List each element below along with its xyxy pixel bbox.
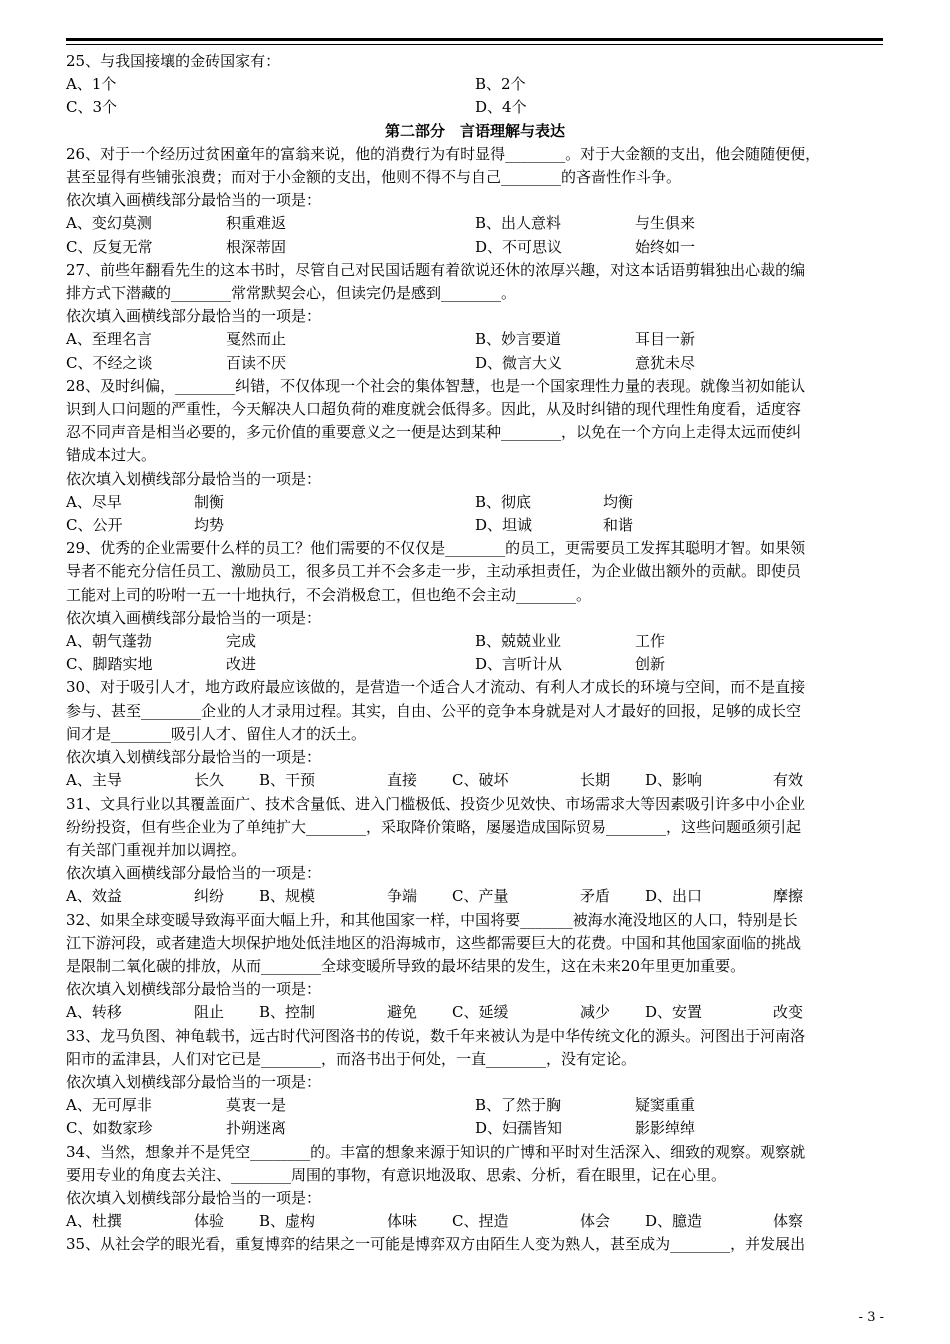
q28-option-a-second: 制衡 <box>194 492 225 511</box>
q29-instruction: 依次填入画横线部分最恰当的一项是： <box>66 608 322 627</box>
q27-option-b[interactable] <box>475 328 884 351</box>
q34-option-c-second: 体会 <box>580 1212 611 1231</box>
q28-option-c-second: 均势 <box>194 516 225 535</box>
q30-stem-line-1: 30、对于吸引人才，地方政府最应该做的，是营造一个适合人才流动、有利人才成长的环境与空间，而不是直接 <box>66 678 806 697</box>
q30-instruction: 依次填入划横线部分最恰当的一项是： <box>66 748 322 767</box>
q25-option-a[interactable]: A、1个 <box>66 75 117 94</box>
q33-options-row-2 <box>66 1117 884 1140</box>
q30-option-b[interactable] <box>259 769 452 792</box>
q25-stem: 25、与我国接壤的金砖国家有： <box>66 52 281 70</box>
q31-option-b-second: 争端 <box>387 887 418 906</box>
q32-stem-line-3: 是限制二氧化碳的排放，从而________全球变暖所导致的最坏结果的发生，这在未来20年里更加重要。 <box>66 956 746 975</box>
q32-option-c[interactable] <box>452 1001 645 1024</box>
q27-option-a-second: 戛然而止 <box>226 330 287 349</box>
q33-option-d[interactable] <box>475 1117 884 1140</box>
q29-option-a[interactable] <box>66 630 475 653</box>
q28-stem-line-3: 忍不同声音是相当必要的，多元价值的重要意义之一便是达到某种________，以免在一个方向上走得太远而使纠 <box>66 423 802 442</box>
q29-option-c-first: C、脚踏实地 <box>66 655 153 674</box>
q27-option-d[interactable] <box>475 352 884 375</box>
q30-options-row <box>66 769 884 792</box>
q30-option-c[interactable] <box>452 769 645 792</box>
q27-option-c[interactable] <box>66 352 475 375</box>
q32-option-c-second: 减少 <box>580 1003 611 1022</box>
q29-stem-line-2: 导者不能充分信任员工、激励员工，很多员工并不会多走一步，主动承担责任，为企业做出额外的贡献。即使员 <box>66 562 802 581</box>
q31-option-b-first: B、规模 <box>259 887 316 906</box>
q34-option-d-first: D、臆造 <box>645 1212 703 1231</box>
q34-option-d[interactable] <box>645 1210 838 1233</box>
q28-option-c[interactable] <box>66 514 475 537</box>
q31-option-c[interactable] <box>452 885 645 908</box>
q34-option-d-second: 体察 <box>773 1212 804 1231</box>
q31-option-a-first: A、效益 <box>66 887 122 906</box>
q26-options-row-1 <box>66 212 884 235</box>
exam-page <box>66 50 884 1257</box>
q34-option-a-first: A、杜撰 <box>66 1212 122 1231</box>
q32-option-d[interactable] <box>645 1001 838 1024</box>
q33-stem-line-1: 33、龙马负图、神龟载书，远古时代河图洛书的传说，数千年来被认为是中华传统文化的源头。河图出于河南洛 <box>66 1026 806 1045</box>
q27-option-d-second: 意犹未尽 <box>635 353 696 372</box>
q30-option-d[interactable] <box>645 769 838 792</box>
q29-option-b-first: B、兢兢业业 <box>475 632 562 651</box>
q26-option-d[interactable] <box>475 236 884 259</box>
q27-option-d-first: D、微言大义 <box>475 353 563 372</box>
q33-options-row-1 <box>66 1094 884 1117</box>
q28-option-a[interactable] <box>66 491 475 514</box>
q27-option-b-second: 耳目一新 <box>635 330 696 349</box>
q28-options-row-1 <box>66 491 884 514</box>
q34-option-a-second: 体验 <box>194 1212 225 1231</box>
q26-option-b-second: 与生俱来 <box>635 214 696 233</box>
q30-option-c-second: 长期 <box>580 771 611 790</box>
q33-option-c[interactable] <box>66 1117 475 1140</box>
q29-option-b-second: 工作 <box>635 632 666 651</box>
q32-stem-line-2: 江下游河段，或者建造大坝保护地处低洼地区的沿海城市，这些都需要巨大的花费。中国和其他国家面临的挑战 <box>66 933 802 952</box>
q26-instruction: 依次填入画横线部分最恰当的一项是： <box>66 191 322 210</box>
q28-option-b-second: 均衡 <box>603 492 634 511</box>
q34-instruction: 依次填入划横线部分最恰当的一项是： <box>66 1188 322 1207</box>
q26-option-a-first: A、变幻莫测 <box>66 214 152 233</box>
q28-option-c-first: C、公开 <box>66 516 123 535</box>
q32-option-c-first: C、延缓 <box>452 1003 509 1022</box>
q31-option-a-second: 纠纷 <box>194 887 225 906</box>
q29-option-d-second: 创新 <box>635 655 666 674</box>
q27-option-a[interactable] <box>66 328 475 351</box>
q25-options-row-1 <box>66 73 884 96</box>
q30-option-d-first: D、影响 <box>645 771 703 790</box>
q31-stem-line-3: 有关部门重视并加以调控。 <box>66 840 247 859</box>
section-title: 第二部分 言语理解与表达 <box>384 121 565 140</box>
q25-option-c[interactable]: C、3个 <box>66 98 118 117</box>
q28-stem-line-2: 识到人口问题的严重性，今天解决人口超负荷的难度就会低得多。因此，从及时纠错的现代理性角度看，适度容 <box>66 400 802 419</box>
q31-options-row <box>66 885 884 908</box>
q26-option-d-second: 始终如一 <box>635 237 696 256</box>
q33-option-a[interactable] <box>66 1094 475 1117</box>
q33-option-b-first: B、了然于胸 <box>475 1096 562 1115</box>
q34-option-a[interactable] <box>66 1210 259 1233</box>
q29-stem-line-1: 29、优秀的企业需要什么样的员工？他们需要的不仅仅是________的员工，更需要员工发挥其聪明才智。如果领 <box>66 539 806 558</box>
q26-stem-line-1: 26、对于一个经历过贫困童年的富翁来说，他的消费行为有时显得________。对于大金额的支出，他会随随便便， <box>66 144 821 163</box>
q27-stem-line-1: 27、前些年翻看先生的这本书时，尽管自己对民国话题有着欲说还休的浓厚兴趣，对这本话语剪辑独出心裁的编 <box>66 260 806 279</box>
q33-instruction: 依次填入划横线部分最恰当的一项是： <box>66 1072 322 1091</box>
q26-stem-line-2: 甚至显得有些铺张浪费；而对于小金额的支出，他则不得不与自己________的吝啬性作斗争。 <box>66 168 682 187</box>
q33-stem-line-2: 阳市的孟津县，人们对它已是________，而洛书出于何处，一直________，没有定论。 <box>66 1049 637 1068</box>
q26-option-b[interactable] <box>475 212 884 235</box>
q34-option-b[interactable] <box>259 1210 452 1233</box>
q30-option-a-second: 长久 <box>194 771 225 790</box>
q26-options-row-2 <box>66 236 884 259</box>
q34-option-c[interactable] <box>452 1210 645 1233</box>
q30-stem-line-2: 参与、甚至________企业的人才录用过程。其实，自由、公平的竞争本身就是对人才最好的回报，足够的成长空 <box>66 701 802 720</box>
q28-option-d[interactable] <box>475 514 884 537</box>
q26-option-b-first: B、出人意料 <box>475 214 562 233</box>
q26-option-d-first: D、不可思议 <box>475 237 563 256</box>
q29-option-d[interactable] <box>475 653 884 676</box>
q30-option-d-second: 有效 <box>773 771 804 790</box>
q30-option-b-first: B、干预 <box>259 771 316 790</box>
q30-option-b-second: 直接 <box>387 771 418 790</box>
q34-options-row <box>66 1210 884 1233</box>
q34-option-c-first: C、捏造 <box>452 1212 509 1231</box>
q35-stem-line-1: 35、从社会学的眼光看，重复博弈的结果之一可能是博弈双方由陌生人变为熟人，甚至成为________，并发展出 <box>66 1235 806 1254</box>
q30-stem-line-3: 间才是________吸引人才、留住人才的沃土。 <box>66 724 367 743</box>
q31-option-d-second: 摩擦 <box>773 887 804 906</box>
q32-instruction: 依次填入划横线部分最恰当的一项是： <box>66 980 322 999</box>
q31-option-d-first: D、出口 <box>645 887 703 906</box>
q32-option-d-first: D、安置 <box>645 1003 703 1022</box>
q33-option-c-second: 扑朔迷离 <box>226 1119 287 1138</box>
q29-option-a-first: A、朝气蓬勃 <box>66 632 152 651</box>
q26-option-c[interactable] <box>66 236 475 259</box>
q33-option-c-first: C、如数家珍 <box>66 1119 153 1138</box>
q26-option-c-second: 根深蒂固 <box>226 237 287 256</box>
q33-option-d-first: D、妇孺皆知 <box>475 1119 563 1138</box>
q27-option-c-first: C、不经之谈 <box>66 353 153 372</box>
q28-options-row-2 <box>66 514 884 537</box>
q32-option-d-second: 改变 <box>773 1003 804 1022</box>
q27-stem-line-2: 排方式下潜藏的________常常默契会心，但读完仍是感到________。 <box>66 284 517 303</box>
q29-option-b[interactable] <box>475 630 884 653</box>
page-number: - 3 - <box>858 1310 884 1325</box>
q32-option-a-second: 阻止 <box>194 1003 225 1022</box>
q28-stem-line-4: 错成本过大。 <box>66 446 157 465</box>
q32-stem-line-1: 32、如果全球变暖导致海平面大幅上升，和其他国家一样，中国将要_______被海水淹没地区的人口，特别是长 <box>66 910 798 929</box>
q29-stem-line-3: 工能对上司的吩咐一五一十地执行，不会消极怠工，但也绝不会主动________。 <box>66 585 592 604</box>
q26-option-a-second: 积重难返 <box>226 214 287 233</box>
q29-option-c-second: 改进 <box>226 655 257 674</box>
q31-instruction: 依次填入画横线部分最恰当的一项是： <box>66 864 322 883</box>
q27-option-b-first: B、妙言要道 <box>475 330 562 349</box>
q34-option-b-second: 体味 <box>387 1212 418 1231</box>
q31-option-d[interactable] <box>645 885 838 908</box>
q28-option-b-first: B、彻底 <box>475 492 532 511</box>
q28-option-b[interactable] <box>475 491 884 514</box>
q25-options-row-2 <box>66 96 884 119</box>
q29-option-d-first: D、言听计从 <box>475 655 563 674</box>
q27-option-a-first: A、至理名言 <box>66 330 152 349</box>
q28-option-a-first: A、尽早 <box>66 492 122 511</box>
q27-options-row-1 <box>66 328 884 351</box>
q34-stem-line-2: 要用专业的角度去关注、________周围的事物，有意识地汲取、思索、分析，看在眼里，记在心里。 <box>66 1165 727 1184</box>
header-rule-thin <box>66 44 883 45</box>
q31-option-a[interactable] <box>66 885 259 908</box>
q34-stem-line-1: 34、当然，想象并不是凭空________的。丰富的想象来源于知识的广博和平时对生活深入、细致的观察。观察就 <box>66 1142 806 1161</box>
q32-option-a-first: A、转移 <box>66 1003 122 1022</box>
q33-option-a-first: A、无可厚非 <box>66 1096 152 1115</box>
q25-option-b[interactable]: B、2个 <box>475 75 526 94</box>
q25-option-d[interactable]: D、4个 <box>475 98 527 117</box>
q28-instruction: 依次填入划横线部分最恰当的一项是： <box>66 469 322 488</box>
q28-option-d-first: D、坦诚 <box>475 516 533 535</box>
header-rule-thick <box>66 38 883 41</box>
q33-option-d-second: 影影绰绰 <box>635 1119 696 1138</box>
q26-option-a[interactable] <box>66 212 475 235</box>
q32-option-b-first: B、控制 <box>259 1003 316 1022</box>
q29-option-c[interactable] <box>66 653 475 676</box>
q26-option-c-first: C、反复无常 <box>66 237 153 256</box>
q27-option-c-second: 百读不厌 <box>226 353 287 372</box>
q34-option-b-first: B、虚构 <box>259 1212 316 1231</box>
q30-option-c-first: C、破坏 <box>452 771 509 790</box>
q29-options-row-1 <box>66 630 884 653</box>
q32-option-b[interactable] <box>259 1001 452 1024</box>
q29-options-row-2 <box>66 653 884 676</box>
q31-option-b[interactable] <box>259 885 452 908</box>
q32-option-a[interactable] <box>66 1001 259 1024</box>
q31-option-c-second: 矛盾 <box>580 887 611 906</box>
q31-stem-line-2: 纷纷投资，但有些企业为了单纯扩大________，采取降价策略，屡屡造成国际贸易________，这些问题亟须引起 <box>66 817 802 836</box>
q32-options-row <box>66 1001 884 1024</box>
q30-option-a[interactable] <box>66 769 259 792</box>
q29-option-a-second: 完成 <box>226 632 257 651</box>
q33-option-b[interactable] <box>475 1094 884 1117</box>
q27-options-row-2 <box>66 352 884 375</box>
q30-option-a-first: A、主导 <box>66 771 122 790</box>
q31-option-c-first: C、产量 <box>452 887 509 906</box>
q28-stem-line-1: 28、及时纠偏，________纠错，不仅体现一个社会的集体智慧，也是一个国家理性力量的表现。就像当初如能认 <box>66 376 806 395</box>
q27-instruction: 依次填入画横线部分最恰当的一项是： <box>66 307 322 326</box>
q31-stem-line-1: 31、文具行业以其覆盖面广、技术含量低、进入门槛极低、投资少见效快、市场需求大等因素吸引许多中小企业 <box>66 794 806 813</box>
q33-option-a-second: 莫衷一是 <box>226 1096 287 1115</box>
q32-option-b-second: 避免 <box>387 1003 418 1022</box>
q33-option-b-second: 疑窦重重 <box>635 1096 696 1115</box>
q28-option-d-second: 和谐 <box>603 516 634 535</box>
